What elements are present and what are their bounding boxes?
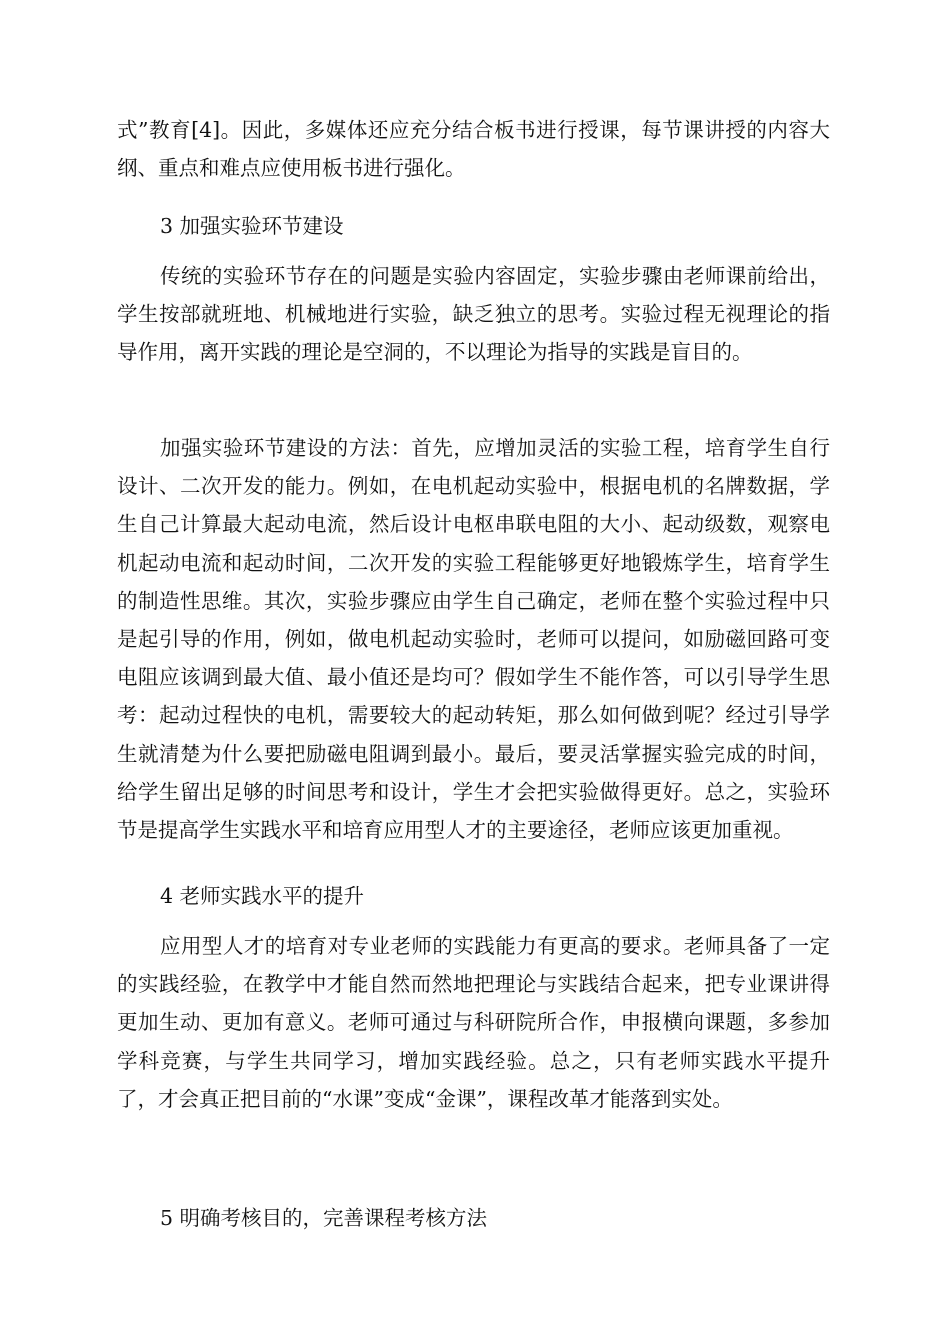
- section-heading-5: 5 明确考核目的，完善课程考核方法: [160, 1206, 488, 1230]
- paragraph-teacher-practice: 应用型人才的培育对专业老师的实践能力有更高的要求。老师具备了一定的实践经验，在教学中才能自然而然地把理论与实践结合起来，把专业课讲得更加生动、更加有意义。老师可通过与科研院所合作，申报横向课题，多参加学科竞赛，与学生共同学习，增加实践经验。总之，只有老师实践水平提升了，才会真正把目前的“水课”变成“金课”，课程改革才能落到实处。: [117, 934, 830, 1111]
- paragraph-multimedia-blackboard: 式”教育[4]。因此，多媒体还应充分结合板书进行授课，每节课讲授的内容大纲、重点和难点应使用板书进行强化。: [117, 118, 830, 181]
- section-heading-4: 4 老师实践水平的提升: [160, 884, 365, 908]
- paragraph-traditional-experiment: 传统的实验环节存在的问题是实验内容固定，实验步骤由老师课前给出，学生按部就班地、机械地进行实验，缺乏独立的思考。实验过程无视理论的指导作用，离开实践的理论是空洞的，不以理论为指导的实践是盲目的。: [117, 264, 830, 365]
- section-heading-3: 3 加强实验环节建设: [160, 214, 344, 238]
- paragraph-experiment-methods: 加强实验环节建设的方法：首先，应增加灵活的实验工程，培育学生自行设计、二次开发的能力。例如，在电机起动实验中，根据电机的名牌数据，学生自己计算最大起动电流，然后设计电枢串联电阻的大小、起动级数，观察电机起动电流和起动时间，二次开发的实验工程能够更好地锻炼学生，培育学生的制造性思维。其次，实验步骤应由学生自己确定，老师在整个实验过程中只是起引导的作用，例如，做电机起动实验时，老师可以提问，如励磁回路可变电阻应该调到最大值、最小值还是均可？假如学生不能作答，可以引导学生思考：起动过程快的电机，需要较大的起动转矩，那么如何做到呢？经过引导学生就清楚为什么要把励磁电阻调到最小。最后，要灵活掌握实验完成的时间，给学生留出足够的时间思考和设计，学生才会把实验做得更好。总之，实验环节是提高学生实践水平和培育应用型人才的主要途径，老师应该更加重视。: [117, 436, 830, 843]
